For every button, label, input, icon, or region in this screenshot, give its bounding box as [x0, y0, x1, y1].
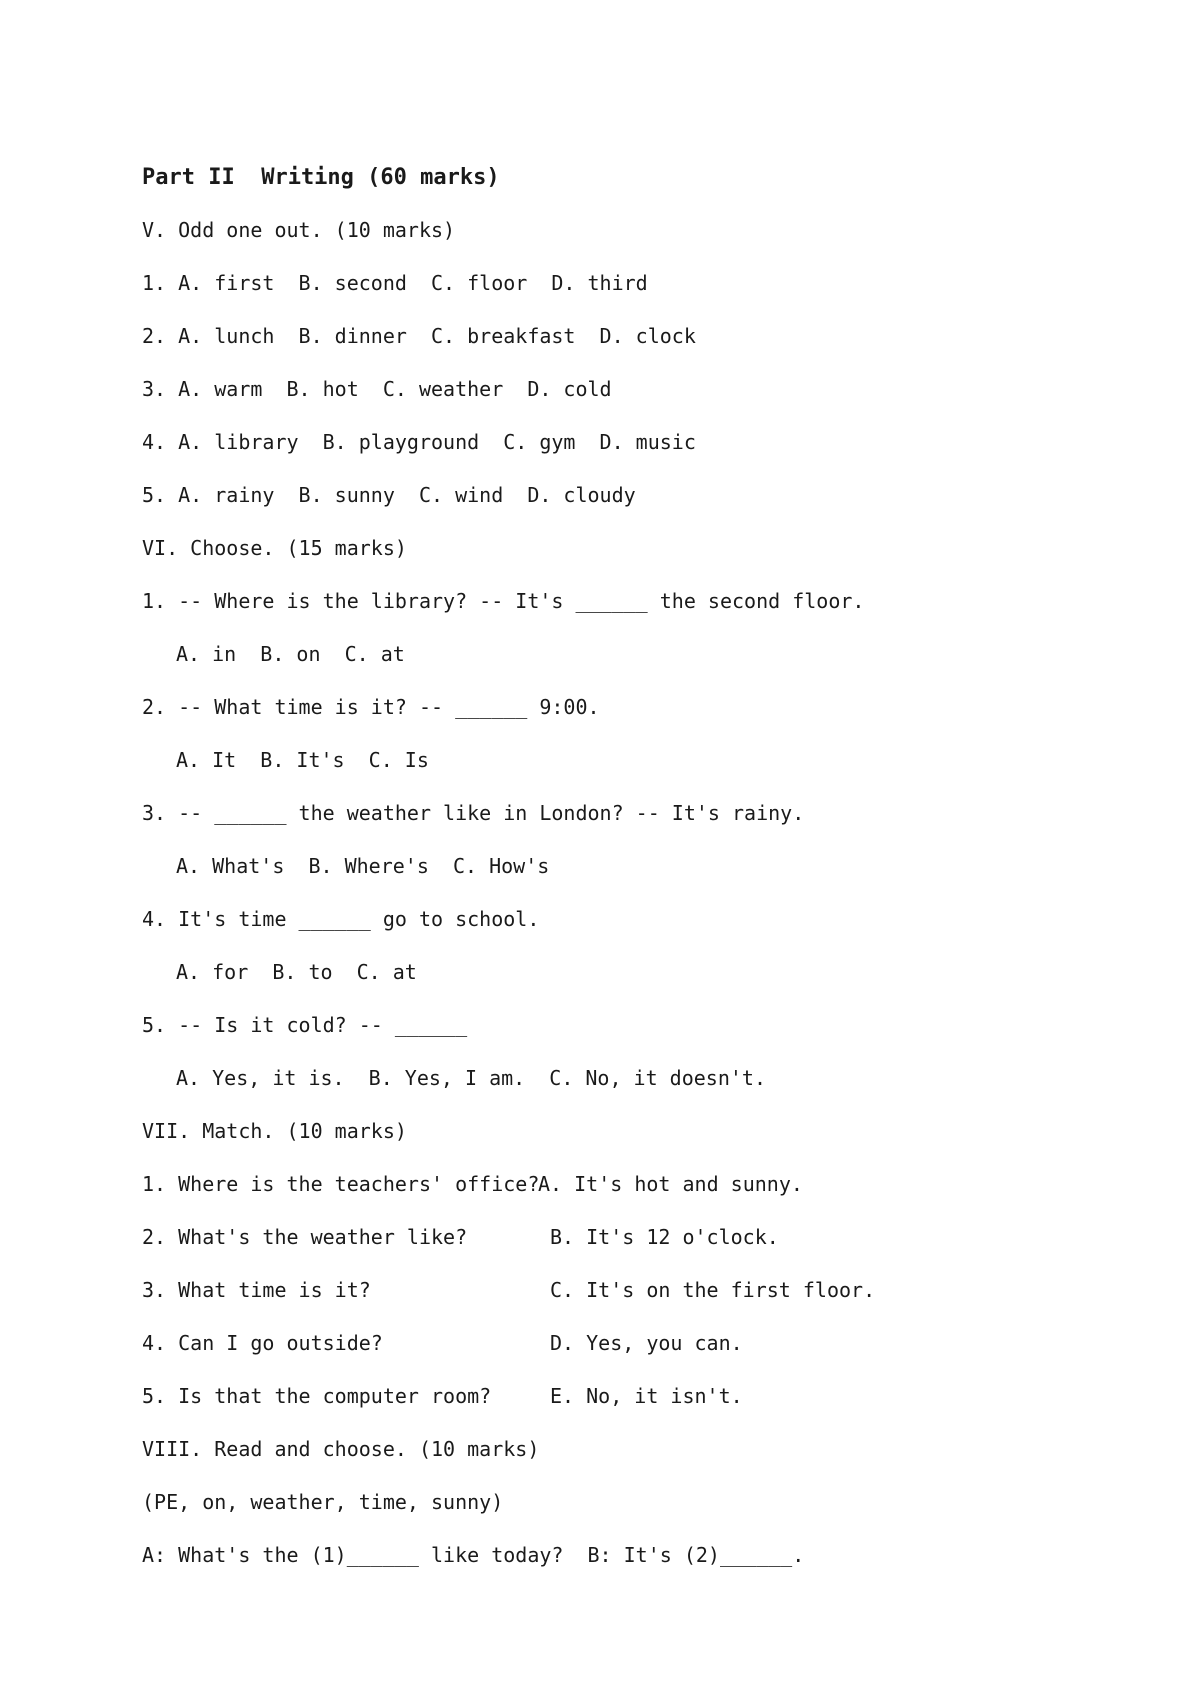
choose-options: A. for B. to C. at	[176, 960, 417, 984]
choose-options: A. It B. It's C. Is	[176, 748, 429, 772]
match-answer: D. Yes, you can.	[550, 1331, 743, 1355]
match-question: 5. Is that the computer room?	[142, 1384, 492, 1408]
match-question: 4. Can I go outside?	[142, 1331, 383, 1355]
section-heading-read-and-choose: VIII. Read and choose. (10 marks)	[142, 1437, 540, 1461]
odd-one-out-item: 3. A. warm B. hot C. weather D. cold	[142, 377, 612, 401]
word-bank: (PE, on, weather, time, sunny)	[142, 1490, 504, 1514]
dialogue-line: A: What's the (1)______ like today? B: It's (2)______.	[142, 1543, 805, 1567]
match-answer: E. No, it isn't.	[550, 1384, 743, 1408]
match-question: 1. Where is the teachers' office?	[142, 1172, 540, 1196]
choose-options: A. Yes, it is. B. Yes, I am. C. No, it doesn't.	[176, 1066, 767, 1090]
match-question: 2. What's the weather like?	[142, 1225, 468, 1249]
part-title: Part II Writing (60 marks)	[142, 165, 500, 190]
match-answer: A. It's hot and sunny.	[538, 1172, 803, 1196]
section-heading-match: VII. Match. (10 marks)	[142, 1119, 407, 1143]
match-answer: B. It's 12 o'clock.	[550, 1225, 779, 1249]
odd-one-out-item: 2. A. lunch B. dinner C. breakfast D. clock	[142, 324, 696, 348]
choose-question: 3. -- ______ the weather like in London? -- It's rainy.	[142, 801, 805, 825]
match-question: 3. What time is it?	[142, 1278, 371, 1302]
section-heading-odd-one-out: V. Odd one out. (10 marks)	[142, 218, 456, 242]
odd-one-out-item: 5. A. rainy B. sunny C. wind D. cloudy	[142, 483, 636, 507]
odd-one-out-item: 4. A. library B. playground C. gym D. music	[142, 430, 696, 454]
choose-options: A. in B. on C. at	[176, 642, 405, 666]
choose-question: 5. -- Is it cold? -- ______	[142, 1013, 468, 1037]
match-answer: C. It's on the first floor.	[550, 1278, 876, 1302]
choose-options: A. What's B. Where's C. How's	[176, 854, 550, 878]
odd-one-out-item: 1. A. first B. second C. floor D. third	[142, 271, 648, 295]
section-heading-choose: VI. Choose. (15 marks)	[142, 536, 407, 560]
choose-question: 4. It's time ______ go to school.	[142, 907, 540, 931]
choose-question: 1. -- Where is the library? -- It's ______ the second floor.	[142, 589, 865, 613]
choose-question: 2. -- What time is it? -- ______ 9:00.	[142, 695, 600, 719]
